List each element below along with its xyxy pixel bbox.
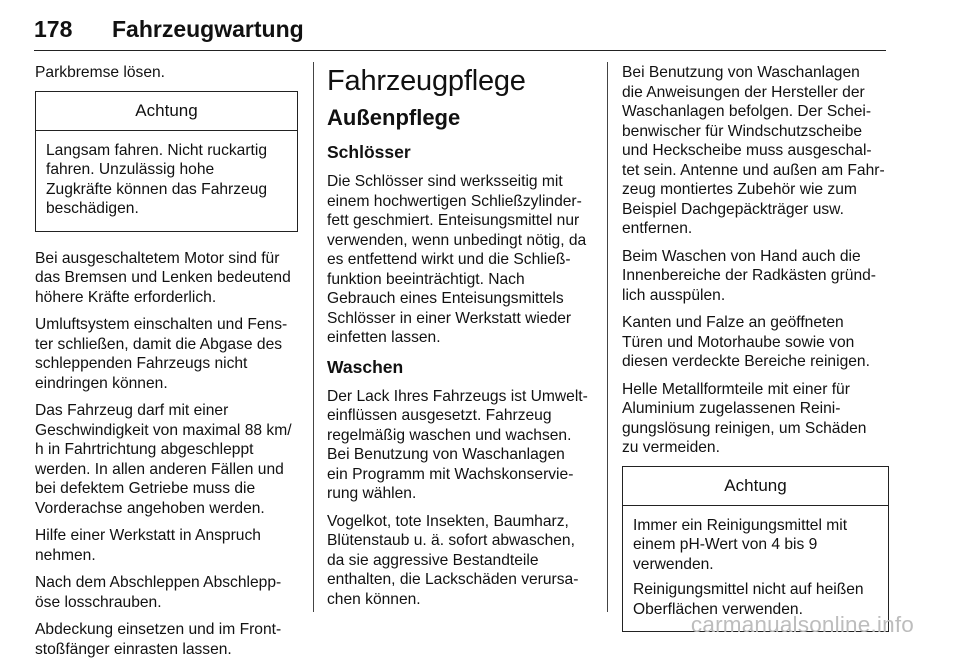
paragraph: Die Schlösser sind werksseitig mit einem hochwertigen Schließzylinder‑ fett geschmiert. Enteisungsmittel nur verwenden, wenn unbedingt nötig, da es entfettend wirkt und die Schließ‑ funktion beeinträchtigt. Nach Gebrauch eines Enteisungsmittels Schlösser in einer Werkstatt wieder einfetten lassen. (327, 173, 587, 346)
caution-text: Reinigungsmittel nicht auf heißen Oberflächen verwenden. (633, 581, 864, 618)
paragraph: Bei ausgeschaltetem Motor sind für das Bremsen und Lenken bedeutend höhere Kräfte erforderlich. (35, 249, 291, 306)
caution-box (622, 466, 889, 633)
column-2 (327, 63, 595, 617)
paragraph: Der Lack Ihres Fahrzeugs ist Umwelt‑ einflüssen ausgesetzt. Fahrzeug regelmäßig waschen und wachsen. Bei Benutzung von Waschanlagen ein Programm mit Wachskonservie‑ rung wählen. (327, 387, 588, 502)
caution-heading: Achtung (36, 92, 297, 131)
caution-heading: Achtung (623, 467, 888, 506)
paragraph: Kanten und Falze an geöffneten Türen und Motorhaube sowie von diesen verdeckte Bereiche reinigen. (622, 314, 870, 370)
page-number: 178 (34, 16, 73, 42)
subsection-heading: Schlösser (327, 142, 411, 162)
paragraph: Abdeckung einsetzen und im Front‑ stoßfänger einrasten lassen. (35, 621, 282, 658)
section-heading: Außenpflege (327, 105, 461, 130)
chapter-heading: Fahrzeugpflege (327, 65, 526, 97)
paragraph: Hilfe einer Werkstatt in Anspruch nehmen. (35, 527, 261, 564)
paragraph: Nach dem Abschleppen Abschlepp‑ öse losschrauben. (35, 574, 282, 611)
column-divider (607, 62, 608, 612)
caution-text: Immer ein Reinigungsmittel mit einem pH‑Wert von 4 bis 9 verwenden. (633, 516, 848, 573)
paragraph: Helle Metallformteile mit einer für Aluminium zugelassenen Reini‑ gungslösung reinigen, um Schäden zu vermeiden. (622, 380, 867, 456)
page-header (34, 0, 886, 51)
caution-text: Langsam fahren. Nicht ruckartig fahren. Unzulässig hohe Zugkräfte können das Fahrzeug beschädigen. (46, 141, 268, 217)
caution-box (35, 91, 298, 232)
paragraph: Bei Benutzung von Waschanlagen die Anweisungen der Hersteller der Waschanlagen befolgen. Der Schei‑ benwischer für Windschutzscheibe und Heckscheibe muss ausgeschal‑ tet sein. Antenne und außen am Fahr‑ zeug montiertes Zubehör wie zum Beispiel Dachgepäckträger usw. entfernen. (622, 64, 885, 237)
column-divider (313, 62, 314, 612)
watermark-text: carmanualsonline.info (690, 612, 914, 637)
paragraph: Umluftsystem einschalten und Fens‑ ter schließen, damit die Abgase des schleppenden Fahrzeugs nicht eindringen können. (35, 316, 288, 392)
paragraph: Beim Waschen von Hand auch die Innenbereiche der Radkästen gründ‑ lich ausspülen. (622, 247, 876, 304)
column-1 (35, 63, 298, 667)
subsection-heading: Waschen (327, 356, 404, 377)
paragraph: Vogelkot, tote Insekten, Baumharz, Blütenstaub u. ä. sofort abwaschen, da sie aggressive Bestandteile enthalten, die Lackschäden verursa‑ chen können. (327, 512, 579, 608)
intro-text: Parkbremse lösen. (35, 64, 166, 81)
column-3 (622, 63, 889, 649)
running-title: Fahrzeugwartung (112, 16, 304, 42)
paragraph: Das Fahrzeug darf mit einer Geschwindigkeit von maximal 88 km/ h in Fahrtrichtung abgeschleppt werden. In allen anderen Fällen und bei defektem Getriebe muss die Vorderachse angehoben werden. (35, 402, 292, 517)
